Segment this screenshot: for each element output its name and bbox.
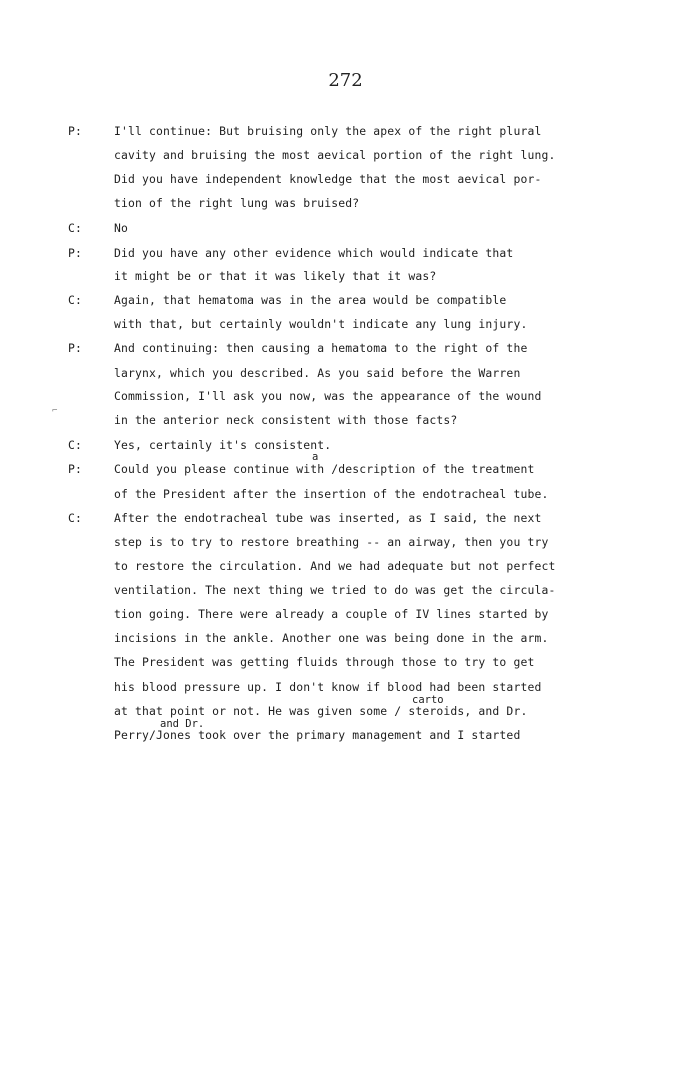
transcript-line [0, 704, 691, 728]
transcript-line [0, 559, 691, 583]
handwritten-insertion-carto: carto [412, 694, 444, 706]
transcript-line [0, 462, 691, 486]
transcript-line [0, 221, 691, 245]
transcript-line [0, 487, 691, 511]
line-text: incisions in the ankle. Another one was being done in the arm. [114, 631, 549, 645]
speaker-label: P: [68, 246, 83, 260]
line-text: No [114, 221, 129, 235]
handwritten-insertion-and-dr: and Dr. [160, 718, 205, 730]
transcript-line [0, 680, 691, 704]
line-text: of the President after the insertion of the endotracheal tube. [114, 487, 549, 501]
transcript-line [0, 389, 691, 413]
speaker-label: P: [68, 341, 83, 355]
transcript-line [0, 413, 691, 437]
line-text: After the endotracheal tube was inserted, as I said, the next [114, 511, 542, 525]
page-number: 272 [328, 70, 363, 91]
line-text: at that point or not. He was given some / steroids, and Dr. [114, 704, 528, 718]
line-text: with that, but certainly wouldn't indicate any lung injury. [114, 317, 528, 331]
speaker-label: C: [68, 511, 83, 525]
line-text: larynx, which you described. As you said before the Warren [114, 366, 521, 380]
transcript-line [0, 728, 691, 752]
line-text: ventilation. The next thing we tried to do was get the circula- [114, 583, 556, 597]
line-text: I'll continue: But bruising only the apex of the right plural [114, 124, 542, 138]
transcript-line [0, 124, 691, 148]
transcript-line [0, 511, 691, 535]
speaker-label: P: [68, 124, 83, 138]
speaker-label: C: [68, 438, 83, 452]
line-text: in the anterior neck consistent with those facts? [114, 413, 458, 427]
line-text: Perry/Jones took over the primary management and I started [114, 728, 521, 742]
speaker-label: C: [68, 221, 83, 235]
transcript-line [0, 317, 691, 341]
transcript-line [0, 631, 691, 655]
line-text: cavity and bruising the most aevical portion of the right lung. [114, 148, 556, 162]
line-text: Did you have any other evidence which would indicate that [114, 246, 514, 260]
line-text: his blood pressure up. I don't know if blood had been started [114, 680, 542, 694]
line-text: The President was getting fluids through those to try to get [114, 655, 535, 669]
line-text: it might be or that it was likely that it was? [114, 269, 437, 283]
transcript-line [0, 172, 691, 196]
line-text: to restore the circulation. And we had adequate but not perfect [114, 559, 556, 573]
transcript-line [0, 269, 691, 293]
transcript-line [0, 341, 691, 365]
margin-mark: ⌐ [52, 406, 58, 416]
line-text: step is to try to restore breathing -- an airway, then you try [114, 535, 549, 549]
transcript-line [0, 246, 691, 270]
transcript-line [0, 438, 691, 462]
transcript-line [0, 535, 691, 559]
transcript-line [0, 366, 691, 390]
transcript-line [0, 607, 691, 631]
transcript-line [0, 583, 691, 607]
transcript-line [0, 655, 691, 679]
handwritten-insertion-a: a [312, 451, 319, 463]
line-text: tion of the right lung was bruised? [114, 196, 360, 210]
line-text: Did you have independent knowledge that the most aevical por- [114, 172, 542, 186]
line-text: Again, that hematoma was in the area would be compatible [114, 293, 507, 307]
speaker-label: P: [68, 462, 83, 476]
transcript-line [0, 293, 691, 317]
line-text: Yes, certainly it's consistent. [114, 438, 332, 452]
speaker-label: C: [68, 293, 83, 307]
transcript-line [0, 148, 691, 172]
line-text: Could you please continue with /description of the treatment [114, 462, 535, 476]
line-text: And continuing: then causing a hematoma to the right of the [114, 341, 528, 355]
line-text: Commission, I'll ask you now, was the appearance of the wound [114, 389, 542, 403]
transcript-line [0, 196, 691, 220]
line-text: tion going. There were already a couple of IV lines started by [114, 607, 549, 621]
